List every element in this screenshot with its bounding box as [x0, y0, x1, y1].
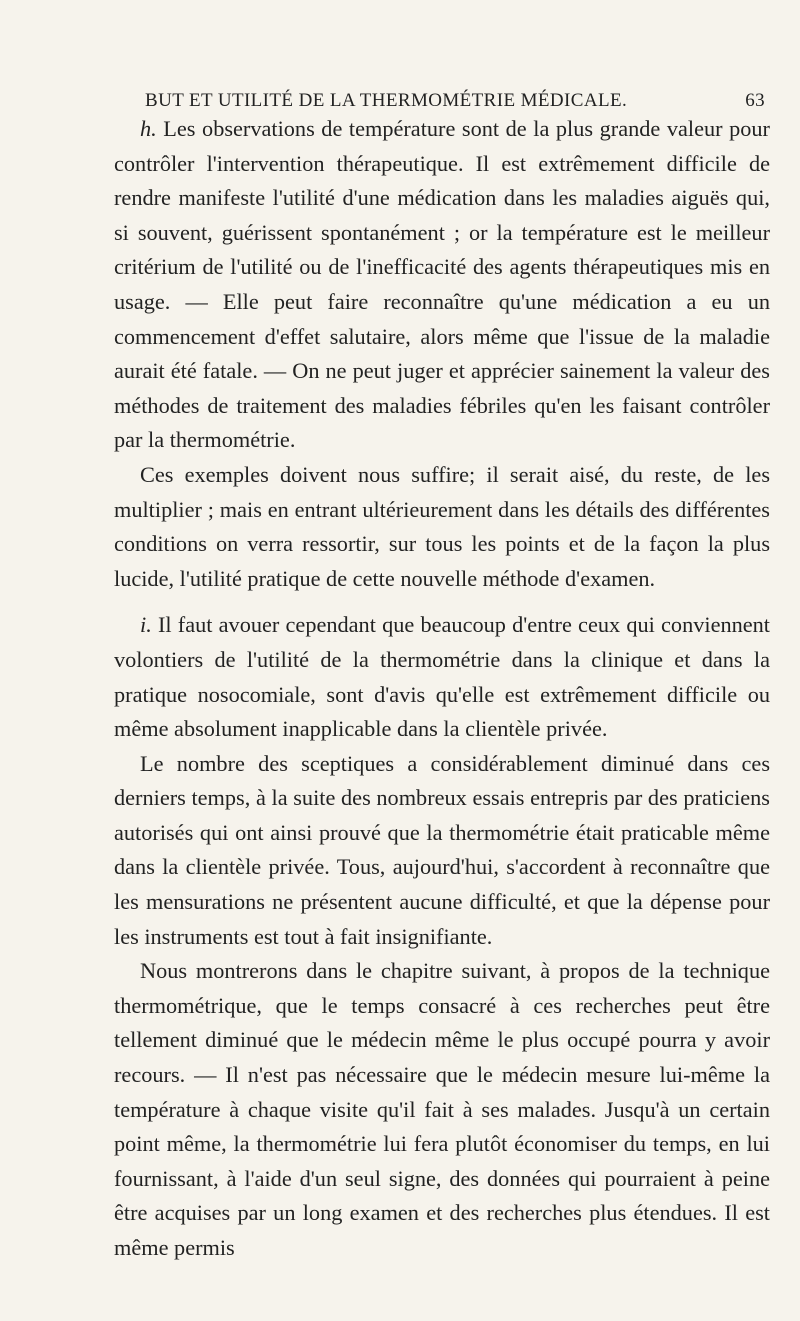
paragraph-text: Ces exemples doivent nous suffire; il serait aisé, du reste, de les multiplier ; mais en entrant ultérieurement dans les détails des différentes conditions on verra ressortir, sur tous les points et de la façon la plus lucide, l'utilité pratique de cette nouvelle méthode d'examen.: [114, 461, 770, 591]
paragraph-label-h: h.: [140, 116, 157, 141]
paragraph: [114, 747, 770, 955]
paragraph-text: Nous montrerons dans le chapitre suivant, à propos de la technique thermométrique, que le temps consacré à ces recherches peut être tellement diminué que le médecin même le plus occupé pourra y avoir recours. — Il n'est pas nécessaire que le médecin mesure lui-même la température à chaque visite qu'il fait à ses malades. Jusqu'à un certain point même, la thermométrie lui fera plutôt économiser du temps, en lui fournissant, à l'aide d'un seul signe, des données qui pourraient à peine être acquises par un long examen et des recherches plus étendues. Il est même permis: [114, 958, 770, 1260]
body-text: [114, 112, 770, 1266]
paragraph-text: Les observations de température sont de la plus grande valeur pour contrôler l'intervention thérapeutique. Il est extrêmement difficile de rendre manifeste l'utilité d'une médication dans les maladies aiguës qui, si souvent, guérissent spontanément ; or la température est le meilleur critérium de l'utilité ou de l'inefficacité des agents thérapeutiques mis en usage. — Elle peut faire reconnaître qu'une médication a eu un commencement d'effet salutaire, alors même que l'issue de la maladie aurait été fatale. — On ne peut juger et apprécier sainement la valeur des méthodes de traitement des maladies fébriles qu'en les faisant contrôler par la thermométrie.: [114, 116, 770, 453]
page-number: 63: [745, 90, 765, 111]
paragraph-text: Il faut avouer cependant que beaucoup d'entre ceux qui conviennent volontiers de l'utilité de la thermométrie dans la clinique et dans la pratique nosocomiale, sont d'avis qu'elle est extrêmement difficile ou même absolument inapplicable dans la clientèle privée.: [114, 612, 770, 742]
paragraph: [114, 954, 770, 1265]
paragraph-h: [114, 112, 770, 458]
paragraph-text: Le nombre des sceptiques a considérablement diminué dans ces derniers temps, à la suite des nombreux essais entrepris par des praticiens autorisés qui ont ainsi prouvé que la thermométrie était praticable même dans la clientèle privée. Tous, aujourd'hui, s'accordent à reconnaître que les mensurations ne présentent aucune difficulté, et que la dépense pour les instruments est tout à fait insignifiante.: [114, 750, 770, 949]
running-title: BUT ET UTILITÉ DE LA THERMOMÉTRIE MÉDICALE.: [145, 90, 628, 111]
running-header: [145, 90, 765, 112]
paragraph-label-i: i.: [140, 612, 152, 638]
paragraph-i: [114, 608, 770, 746]
paragraph: [114, 458, 770, 596]
